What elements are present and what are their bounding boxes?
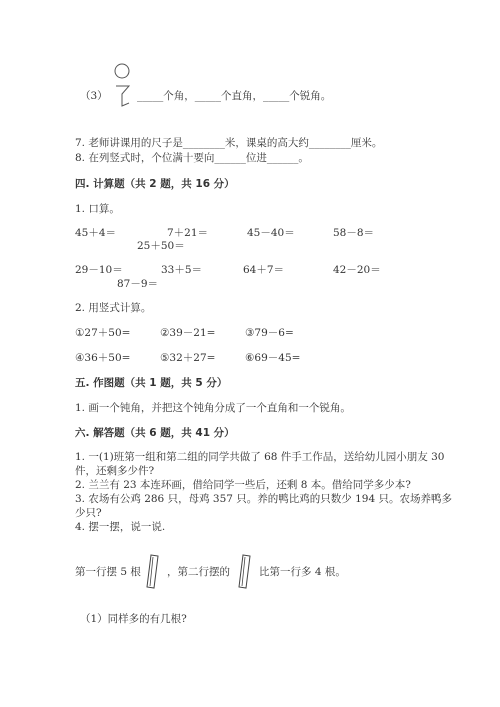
- vertical-item: ①27＋50=: [75, 327, 131, 339]
- oral-item: 42－20＝: [333, 264, 381, 276]
- oral-item: 45＋4＝: [75, 227, 117, 239]
- oral-item: 45－40＝: [247, 227, 295, 239]
- q3-label: （3）: [80, 90, 108, 102]
- sub-question-1: （1）同样多的有几根?: [80, 613, 187, 625]
- q3-text: _____个角，_____个直角，_____个锐角。: [137, 90, 332, 102]
- oral-item: 29－10＝: [75, 264, 123, 276]
- drawing-question-1: 1. 画一个钝角，并把这个钝角分成了一个直角和一个锐角。: [75, 402, 351, 414]
- circle-angle-figure: [112, 60, 142, 110]
- question-7: 7. 老师讲课用的尺子是________米，课桌的高大约________厘米。: [75, 137, 383, 149]
- angle-shape: [116, 86, 129, 106]
- section-6-title: 六. 解答题（共 6 题，共 41 分）: [75, 427, 235, 439]
- vertical-item: ③79－6=: [245, 327, 294, 339]
- word-problem-1-line2: 件，还剩多少件?: [75, 465, 155, 477]
- question-8: 8. 在列竖式时，个位满十要向______位进______。: [75, 152, 309, 164]
- oral-calc-label: 1. 口算。: [75, 203, 120, 215]
- vertical-item: ②39－21=: [160, 327, 216, 339]
- stick-icon: [146, 554, 162, 590]
- word-problem-3-line1: 3. 农场有公鸡 286 只，母鸡 357 只。养的鸭比鸡的只数少 194 只。农场养鸭多: [75, 493, 453, 505]
- oral-item: 7＋21＝: [167, 227, 209, 239]
- word-problem-3-line2: 少只?: [75, 507, 102, 519]
- word-problem-4: 4. 摆一摆，说一说.: [75, 521, 166, 533]
- second-row-text: ，第二行摆的: [167, 566, 230, 578]
- oral-item: 33＋5＝: [161, 264, 203, 276]
- oral-item: 87－9＝: [117, 278, 159, 290]
- section-4-title: 四. 计算题（共 2 题，共 16 分）: [75, 178, 235, 190]
- vertical-item: ⑤32＋27=: [160, 352, 216, 364]
- compare-text: 比第一行多 4 根。: [259, 566, 346, 578]
- vertical-calc-label: 2. 用竖式计算。: [75, 302, 152, 314]
- oral-item: 64＋7＝: [243, 264, 285, 276]
- section-5-title: 五. 作图题（共 1 题，共 5 分）: [75, 377, 228, 389]
- vertical-item: ④36＋50=: [75, 352, 131, 364]
- word-problem-2: 2. 兰兰有 23 本连环画，借给同学一些后，还剩 8 本。借给同学多少本?: [75, 479, 411, 491]
- oral-item: 58－8＝: [333, 227, 375, 239]
- circle-shape: [115, 64, 129, 78]
- oral-item: 25＋50＝: [137, 240, 185, 252]
- word-problem-1-line1: 1. 一(1)班第一组和第二组的同学共做了 68 件手工作品，送给幼儿园小朋友 30: [75, 451, 445, 463]
- first-row-text: 第一行摆 5 根: [75, 566, 141, 578]
- stick-icon: [238, 554, 254, 590]
- vertical-item: ⑥69－45=: [245, 352, 301, 364]
